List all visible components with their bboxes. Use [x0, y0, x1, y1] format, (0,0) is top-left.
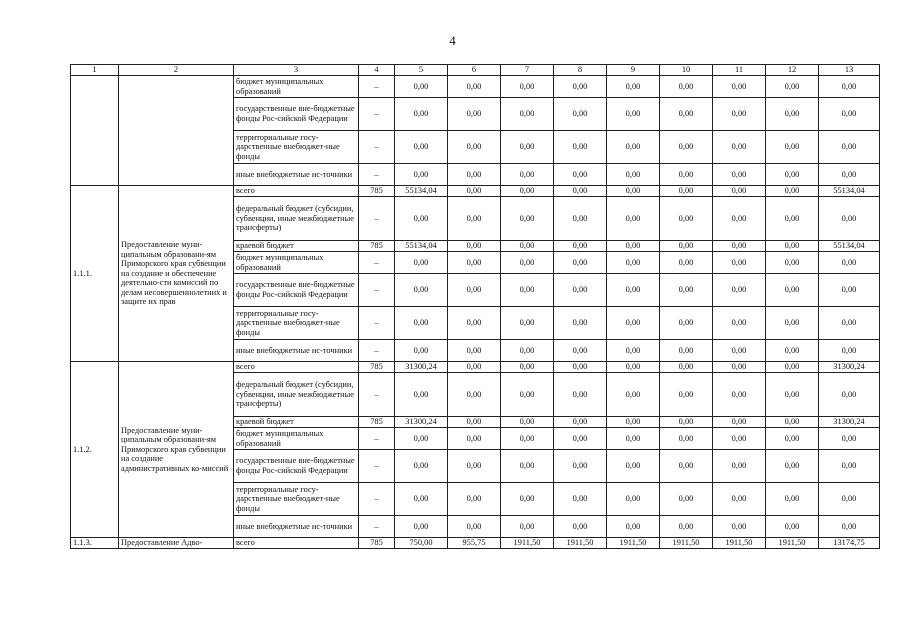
amount-cell: 0,00 — [766, 417, 819, 428]
amount-cell: 0,00 — [448, 483, 501, 516]
amount-cell: 1911,50 — [713, 538, 766, 549]
amount-cell: 0,00 — [501, 340, 554, 362]
amount-cell: 0,00 — [554, 307, 607, 340]
funding-source: федеральный бюджет (субсидии, субвенции, иные межбюджетные трансферты) — [234, 373, 359, 417]
column-header-6: 6 — [448, 65, 501, 76]
amount-cell: 0,00 — [660, 516, 713, 538]
column-header-10: 10 — [660, 65, 713, 76]
amount-cell: 0,00 — [395, 450, 448, 483]
amount-cell: 0,00 — [660, 373, 713, 417]
amount-cell: 0,00 — [448, 373, 501, 417]
funding-source: краевой бюджет — [234, 417, 359, 428]
amount-cell: 0,00 — [395, 428, 448, 450]
amount-cell: 0,00 — [660, 197, 713, 241]
amount-cell: 0,00 — [395, 131, 448, 164]
amount-cell: 0,00 — [819, 98, 880, 131]
grbs-code: – — [359, 450, 395, 483]
amount-cell: 0,00 — [554, 274, 607, 307]
amount-cell: 0,00 — [819, 252, 880, 274]
funding-source: иные внебюджетные ис-точники — [234, 164, 359, 186]
amount-cell: 0,00 — [554, 516, 607, 538]
amount-cell: 0,00 — [501, 76, 554, 98]
amount-cell: 0,00 — [501, 373, 554, 417]
amount-cell: 0,00 — [448, 362, 501, 373]
amount-cell: 0,00 — [713, 516, 766, 538]
item-description: Предоставление Адво- — [119, 538, 234, 549]
grbs-code: – — [359, 164, 395, 186]
amount-cell: 0,00 — [501, 307, 554, 340]
amount-cell: 1911,50 — [660, 538, 713, 549]
grbs-code: – — [359, 340, 395, 362]
amount-cell: 0,00 — [607, 373, 660, 417]
amount-cell: 0,00 — [607, 340, 660, 362]
grbs-code: 785 — [359, 538, 395, 549]
amount-cell: 0,00 — [713, 164, 766, 186]
amount-cell: 0,00 — [660, 417, 713, 428]
amount-cell: 0,00 — [395, 483, 448, 516]
amount-cell: 0,00 — [607, 241, 660, 252]
table-row — [71, 538, 880, 549]
amount-cell: 0,00 — [713, 483, 766, 516]
amount-cell: 0,00 — [448, 340, 501, 362]
amount-cell: 0,00 — [766, 164, 819, 186]
funding-source: всего — [234, 186, 359, 197]
amount-cell: 0,00 — [766, 197, 819, 241]
amount-cell: 0,00 — [448, 98, 501, 131]
column-header-13: 13 — [819, 65, 880, 76]
amount-cell: 0,00 — [766, 98, 819, 131]
grbs-code: – — [359, 483, 395, 516]
amount-cell: 0,00 — [766, 241, 819, 252]
amount-cell: 0,00 — [395, 98, 448, 131]
amount-cell: 55134,04 — [395, 241, 448, 252]
funding-source: федеральный бюджет (субсидии, субвенции, иные межбюджетные трансферты) — [234, 197, 359, 241]
amount-cell: 0,00 — [554, 340, 607, 362]
amount-cell: 0,00 — [501, 428, 554, 450]
table-row — [71, 76, 880, 98]
column-header-2: 2 — [119, 65, 234, 76]
amount-cell: 0,00 — [554, 373, 607, 417]
amount-cell: 0,00 — [713, 197, 766, 241]
amount-cell: 0,00 — [395, 307, 448, 340]
item-code: 1.1.1. — [71, 186, 119, 362]
funding-source: государственные вне-бюджетные фонды Рос-сийской Федерации — [234, 274, 359, 307]
amount-cell: 31300,24 — [819, 362, 880, 373]
amount-cell: 955,75 — [448, 538, 501, 549]
amount-cell: 0,00 — [448, 241, 501, 252]
amount-cell: 0,00 — [395, 516, 448, 538]
amount-cell: 0,00 — [766, 516, 819, 538]
funding-source: территориальные госу-дарственные внебюджет-ные фонды — [234, 307, 359, 340]
amount-cell: 0,00 — [819, 197, 880, 241]
funding-source: краевой бюджет — [234, 241, 359, 252]
amount-cell: 0,00 — [448, 197, 501, 241]
amount-cell: 0,00 — [607, 417, 660, 428]
funding-source: территориальные госу-дарственные внебюджет-ные фонды — [234, 483, 359, 516]
funding-source: территориальные госу-дарственные внебюджет-ные фонды — [234, 131, 359, 164]
amount-cell: 0,00 — [554, 428, 607, 450]
funding-source: бюджет муниципальных образований — [234, 76, 359, 98]
column-header-3: 3 — [234, 65, 359, 76]
budget-table — [70, 64, 880, 549]
amount-cell: 0,00 — [607, 197, 660, 241]
column-header-7: 7 — [501, 65, 554, 76]
grbs-code: – — [359, 131, 395, 164]
amount-cell: 0,00 — [660, 362, 713, 373]
column-header-1: 1 — [71, 65, 119, 76]
amount-cell: 0,00 — [713, 186, 766, 197]
amount-cell: 0,00 — [660, 428, 713, 450]
grbs-code: – — [359, 516, 395, 538]
amount-cell: 0,00 — [660, 483, 713, 516]
header-row — [71, 65, 880, 76]
table-row — [71, 186, 880, 197]
amount-cell: 0,00 — [819, 76, 880, 98]
amount-cell: 13174,75 — [819, 538, 880, 549]
amount-cell: 0,00 — [448, 186, 501, 197]
amount-cell: 0,00 — [501, 98, 554, 131]
amount-cell: 31300,24 — [819, 417, 880, 428]
amount-cell: 0,00 — [660, 186, 713, 197]
amount-cell: 0,00 — [766, 252, 819, 274]
amount-cell: 0,00 — [766, 362, 819, 373]
amount-cell: 0,00 — [819, 373, 880, 417]
amount-cell: 0,00 — [766, 340, 819, 362]
amount-cell: 0,00 — [713, 428, 766, 450]
amount-cell: 0,00 — [501, 516, 554, 538]
amount-cell: 1911,50 — [607, 538, 660, 549]
amount-cell: 0,00 — [660, 340, 713, 362]
item-description — [119, 76, 234, 186]
amount-cell: 0,00 — [554, 450, 607, 483]
amount-cell: 0,00 — [660, 131, 713, 164]
amount-cell: 0,00 — [766, 274, 819, 307]
amount-cell: 0,00 — [713, 373, 766, 417]
grbs-code: – — [359, 428, 395, 450]
amount-cell: 0,00 — [395, 252, 448, 274]
amount-cell: 0,00 — [501, 241, 554, 252]
page-number: 4 — [449, 33, 456, 48]
amount-cell: 0,00 — [819, 428, 880, 450]
amount-cell: 0,00 — [660, 252, 713, 274]
amount-cell: 0,00 — [501, 186, 554, 197]
amount-cell: 0,00 — [607, 131, 660, 164]
amount-cell: 0,00 — [448, 450, 501, 483]
amount-cell: 31300,24 — [395, 417, 448, 428]
amount-cell: 0,00 — [554, 164, 607, 186]
column-header-12: 12 — [766, 65, 819, 76]
item-code — [71, 76, 119, 186]
funding-source: бюджет муниципальных образований — [234, 252, 359, 274]
amount-cell: 0,00 — [713, 252, 766, 274]
amount-cell: 0,00 — [607, 307, 660, 340]
amount-cell: 55134,04 — [819, 186, 880, 197]
funding-source: всего — [234, 362, 359, 373]
grbs-code: – — [359, 197, 395, 241]
amount-cell: 0,00 — [448, 76, 501, 98]
amount-cell: 0,00 — [819, 483, 880, 516]
amount-cell: 0,00 — [819, 307, 880, 340]
amount-cell: 1911,50 — [766, 538, 819, 549]
amount-cell: 55134,04 — [819, 241, 880, 252]
amount-cell: 0,00 — [448, 252, 501, 274]
amount-cell: 0,00 — [607, 186, 660, 197]
amount-cell: 0,00 — [448, 516, 501, 538]
amount-cell: 31300,24 — [395, 362, 448, 373]
amount-cell: 0,00 — [819, 131, 880, 164]
amount-cell: 0,00 — [766, 307, 819, 340]
amount-cell: 0,00 — [395, 340, 448, 362]
amount-cell: 0,00 — [819, 516, 880, 538]
amount-cell: 0,00 — [713, 241, 766, 252]
amount-cell: 0,00 — [607, 98, 660, 131]
amount-cell: 0,00 — [554, 362, 607, 373]
grbs-code: 785 — [359, 362, 395, 373]
amount-cell: 0,00 — [766, 373, 819, 417]
amount-cell: 0,00 — [501, 197, 554, 241]
amount-cell: 0,00 — [660, 241, 713, 252]
amount-cell: 0,00 — [448, 274, 501, 307]
amount-cell: 0,00 — [713, 76, 766, 98]
amount-cell: 0,00 — [448, 307, 501, 340]
amount-cell: 0,00 — [395, 373, 448, 417]
amount-cell: 0,00 — [607, 274, 660, 307]
amount-cell: 0,00 — [660, 98, 713, 131]
amount-cell: 0,00 — [607, 428, 660, 450]
grbs-code: 785 — [359, 186, 395, 197]
amount-cell: 0,00 — [554, 186, 607, 197]
column-header-9: 9 — [607, 65, 660, 76]
amount-cell: 0,00 — [766, 450, 819, 483]
amount-cell: 0,00 — [501, 483, 554, 516]
grbs-code: – — [359, 373, 395, 417]
funding-source: иные внебюджетные ис-точники — [234, 516, 359, 538]
amount-cell: 0,00 — [501, 362, 554, 373]
amount-cell: 0,00 — [713, 131, 766, 164]
grbs-code: – — [359, 307, 395, 340]
amount-cell: 0,00 — [501, 131, 554, 164]
amount-cell: 0,00 — [448, 131, 501, 164]
amount-cell: 0,00 — [395, 76, 448, 98]
amount-cell: 0,00 — [554, 197, 607, 241]
column-header-8: 8 — [554, 65, 607, 76]
grbs-code: – — [359, 274, 395, 307]
table-body — [71, 76, 880, 549]
amount-cell: 1911,50 — [501, 538, 554, 549]
amount-cell: 1911,50 — [554, 538, 607, 549]
table-row — [71, 362, 880, 373]
grbs-code: – — [359, 252, 395, 274]
amount-cell: 0,00 — [660, 274, 713, 307]
amount-cell: 0,00 — [395, 197, 448, 241]
item-description: Предоставление муни-ципальным образовани-ям Приморского края субвенции на создание административных ко-миссий — [119, 362, 234, 538]
amount-cell: 0,00 — [819, 274, 880, 307]
amount-cell: 0,00 — [766, 76, 819, 98]
amount-cell: 55134,04 — [395, 186, 448, 197]
grbs-code: 785 — [359, 241, 395, 252]
funding-source: государственные вне-бюджетные фонды Рос-сийской Федерации — [234, 450, 359, 483]
amount-cell: 0,00 — [819, 340, 880, 362]
amount-cell: 0,00 — [660, 450, 713, 483]
amount-cell: 0,00 — [607, 164, 660, 186]
amount-cell: 0,00 — [713, 98, 766, 131]
amount-cell: 0,00 — [713, 450, 766, 483]
grbs-code: – — [359, 76, 395, 98]
amount-cell: 0,00 — [554, 252, 607, 274]
amount-cell: 0,00 — [766, 483, 819, 516]
amount-cell: 0,00 — [660, 76, 713, 98]
amount-cell: 0,00 — [660, 307, 713, 340]
amount-cell: 0,00 — [607, 450, 660, 483]
amount-cell: 0,00 — [713, 340, 766, 362]
funding-source: бюджет муниципальных образований — [234, 428, 359, 450]
funding-source: государственные вне-бюджетные фонды Рос-сийской Федерации — [234, 98, 359, 131]
amount-cell: 0,00 — [554, 417, 607, 428]
amount-cell: 0,00 — [819, 450, 880, 483]
column-header-11: 11 — [713, 65, 766, 76]
amount-cell: 0,00 — [766, 428, 819, 450]
amount-cell: 0,00 — [607, 483, 660, 516]
amount-cell: 0,00 — [607, 516, 660, 538]
amount-cell: 0,00 — [554, 98, 607, 131]
grbs-code: – — [359, 98, 395, 131]
amount-cell: 0,00 — [766, 186, 819, 197]
amount-cell: 0,00 — [448, 164, 501, 186]
amount-cell: 0,00 — [713, 274, 766, 307]
amount-cell: 0,00 — [554, 241, 607, 252]
amount-cell: 0,00 — [766, 131, 819, 164]
amount-cell: 750,00 — [395, 538, 448, 549]
amount-cell: 0,00 — [713, 417, 766, 428]
amount-cell: 0,00 — [554, 483, 607, 516]
amount-cell: 0,00 — [501, 274, 554, 307]
amount-cell: 0,00 — [448, 417, 501, 428]
column-header-4: 4 — [359, 65, 395, 76]
amount-cell: 0,00 — [713, 362, 766, 373]
amount-cell: 0,00 — [501, 164, 554, 186]
amount-cell: 0,00 — [607, 252, 660, 274]
amount-cell: 0,00 — [607, 76, 660, 98]
amount-cell: 0,00 — [660, 164, 713, 186]
item-code: 1.1.2. — [71, 362, 119, 538]
amount-cell: 0,00 — [554, 76, 607, 98]
funding-source: всего — [234, 538, 359, 549]
amount-cell: 0,00 — [501, 450, 554, 483]
amount-cell: 0,00 — [395, 164, 448, 186]
amount-cell: 0,00 — [501, 417, 554, 428]
amount-cell: 0,00 — [607, 362, 660, 373]
funding-source: иные внебюджетные ис-точники — [234, 340, 359, 362]
grbs-code: 785 — [359, 417, 395, 428]
item-description: Предоставление муни-ципальным образовани-ям Приморского края субвенции на создание и обеспечение деятельно-сти комиссий по делам несовершеннолетних и защите их прав — [119, 186, 234, 362]
column-header-5: 5 — [395, 65, 448, 76]
item-code: 1.1.3. — [71, 538, 119, 549]
amount-cell: 0,00 — [395, 274, 448, 307]
amount-cell: 0,00 — [819, 164, 880, 186]
amount-cell: 0,00 — [554, 131, 607, 164]
amount-cell: 0,00 — [501, 252, 554, 274]
amount-cell: 0,00 — [448, 428, 501, 450]
amount-cell: 0,00 — [713, 307, 766, 340]
